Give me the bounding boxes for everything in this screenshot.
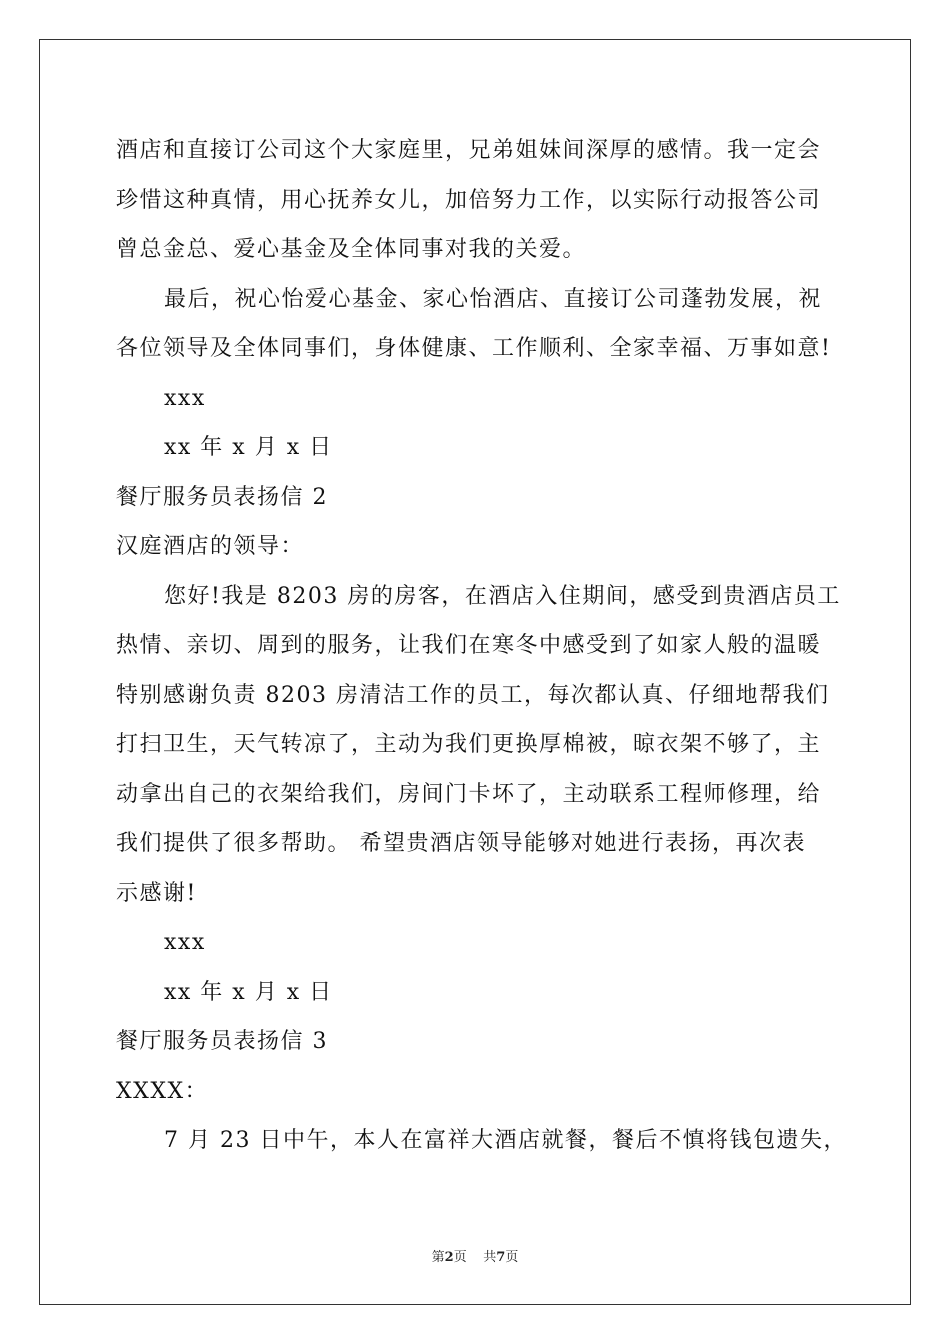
text-line: 热情、亲切、周到的服务，让我们在寒冬中感受到了如家人般的温暖 bbox=[116, 633, 822, 658]
text-line: 动拿出自己的衣架给我们，房间门卡坏了，主动联系工程师修理，给 bbox=[116, 781, 822, 807]
text-line: 酒店和直接订公司这个大家庭里，兄弟姐妹间深厚的感情。我一定会 bbox=[116, 138, 822, 163]
signature-name: xxx bbox=[164, 385, 206, 411]
text-line: 7 月 23 日中午，本人在富祥大酒店就餐，餐后不慎将钱包遗失， bbox=[164, 1128, 847, 1153]
total-prefix: 共 bbox=[483, 1250, 497, 1265]
signature-name: xxx bbox=[164, 930, 206, 955]
page-prefix: 第 bbox=[431, 1250, 445, 1265]
section-heading: 餐厅服务员表扬信 3 bbox=[116, 1029, 328, 1054]
page-footer bbox=[0, 1246, 950, 1265]
salutation: 汉庭酒店的领导： bbox=[116, 534, 305, 559]
page-current: 2 bbox=[444, 1250, 454, 1265]
text-line: 最后，祝心怡爱心基金、家心怡酒店、直接订公司蓬勃发展，祝 bbox=[164, 286, 823, 312]
text-line: 您好!我是 8203 房的房客，在酒店入住期间，感受到贵酒店员工 bbox=[164, 583, 841, 609]
text-line: 特别感谢负责 8203 房清洁工作的员工，每次都认真、仔细地帮我们 bbox=[116, 682, 830, 708]
salutation: XXXX： bbox=[116, 1078, 209, 1104]
text-line: 珍惜这种真情，用心抚养女儿，加倍努力工作，以实际行动报答公司 bbox=[116, 187, 822, 213]
signature-date: xx 年 x 月 x 日 bbox=[164, 435, 333, 460]
page-suffix: 页 bbox=[453, 1250, 467, 1265]
total-suffix: 页 bbox=[505, 1250, 519, 1265]
text-line: 曾总金总、爱心基金及全体同事对我的关爱。 bbox=[116, 237, 587, 262]
text-line: 打扫卫生，天气转凉了，主动为我们更换厚棉被，晾衣架不够了，主 bbox=[116, 732, 822, 757]
signature-date: xx 年 x 月 x 日 bbox=[164, 979, 333, 1005]
text-line: 我们提供了很多帮助。 希望贵酒店领导能够对她进行表扬，再次表 bbox=[116, 831, 806, 856]
section-heading: 餐厅服务员表扬信 2 bbox=[116, 484, 328, 510]
document-body bbox=[116, 126, 847, 1166]
page-total: 7 bbox=[496, 1250, 506, 1265]
text-line: 示感谢! bbox=[116, 880, 197, 906]
text-line: 各位领导及全体同事们，身体健康、工作顺利、全家幸福、万事如意! bbox=[116, 336, 832, 361]
